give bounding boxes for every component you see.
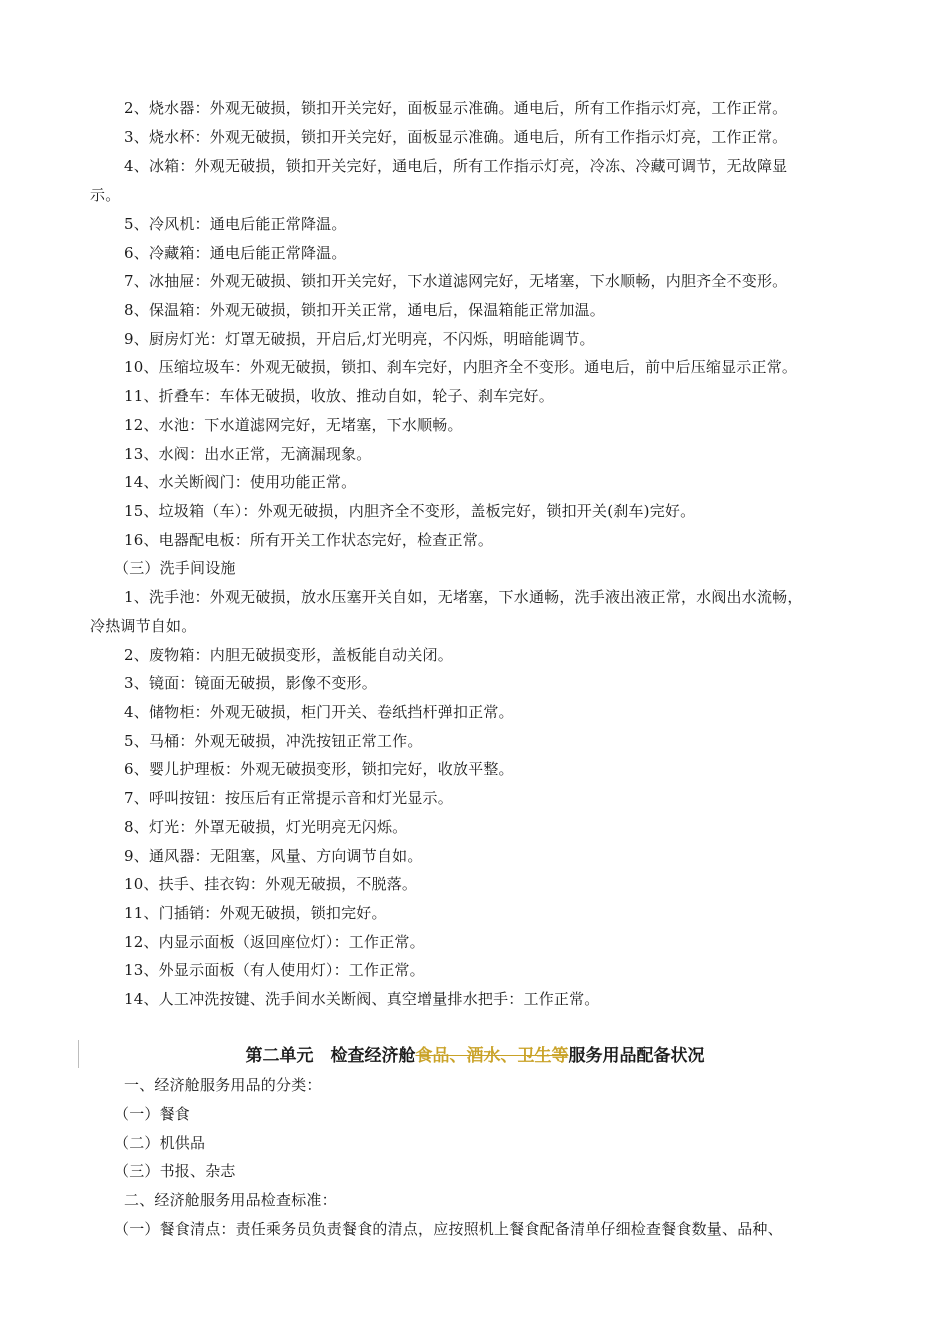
text-line: 15、垃圾箱（车）：外观无破损，内胆齐全不变形，盖板完好，锁扣开关(刹车)完好。 xyxy=(124,502,696,520)
unit-title xyxy=(0,1044,950,1068)
text-line: 二、经济舱服务用品检查标准： xyxy=(124,1191,337,1209)
text-line: 7、呼叫按钮：按压后有正常提示音和灯光显示。 xyxy=(124,789,453,807)
text-line: 5、冷风机：通电后能正常降温。 xyxy=(124,215,347,233)
text-line: 3、烧水杯：外观无破损，锁扣开关完好，面板显示准确。通电后，所有工作指示灯亮，工作正常。 xyxy=(124,128,788,146)
text-line: 10、压缩垃圾车：外观无破损，锁扣、刹车完好，内胆齐全不变形。通电后，前中后压缩显示正常。 xyxy=(124,358,798,376)
text-line: 12、内显示面板（返回座位灯）：工作正常。 xyxy=(124,933,425,951)
text-line: （一）餐食清点：责任乘务员负责餐食的清点，应按照机上餐食配备清单仔细检查餐食数量、品种、 xyxy=(114,1220,783,1238)
text-line: 示。 xyxy=(90,186,121,204)
text-line: 4、冰箱：外观无破损，锁扣开关完好，通电后，所有工作指示灯亮，冷冻、冷藏可调节，无故障显 xyxy=(124,157,788,175)
text-line: 8、灯光：外罩无破损，灯光明亮无闪烁。 xyxy=(124,818,408,836)
text-line: 14、人工冲洗按键、洗手间水关断阀、真空增量排水把手：工作正常。 xyxy=(124,990,600,1008)
unit-title-prefix: 第二单元 检查经济舱 xyxy=(245,1046,416,1066)
section-heading: （三）洗手间设施 xyxy=(114,559,236,577)
text-line: 9、厨房灯光：灯罩无破损，开启后,灯光明亮，不闪烁，明暗能调节。 xyxy=(124,330,595,348)
text-line: 2、废物箱：内胆无破损变形，盖板能自动关闭。 xyxy=(124,646,453,664)
text-line: 1、洗手池：外观无破损，放水压塞开关自如，无堵塞，下水通畅，洗手液出液正常，水阀出水流畅， xyxy=(124,588,803,606)
text-line: 冷热调节自如。 xyxy=(90,617,197,635)
text-line: 5、马桶：外观无破损，冲洗按钮正常工作。 xyxy=(124,732,423,750)
unit-title-suffix: 服务用品配备状况 xyxy=(568,1046,705,1066)
text-line: 10、扶手、挂衣钩：外观无破损，不脱落。 xyxy=(124,875,418,893)
text-line: 12、水池：下水道滤网完好，无堵塞，下水顺畅。 xyxy=(124,416,463,434)
text-line: （一）餐食 xyxy=(114,1105,191,1123)
text-line: 7、冰抽屉：外观无破损、锁扣开关完好，下水道滤网完好，无堵塞，下水顺畅，内胆齐全不变形。 xyxy=(124,272,788,290)
text-line: （三）书报、杂志 xyxy=(114,1162,236,1180)
text-line: 一、经济舱服务用品的分类： xyxy=(124,1076,322,1094)
text-line: 13、外显示面板（有人使用灯）：工作正常。 xyxy=(124,961,425,979)
text-line: 6、冷藏箱：通电后能正常降温。 xyxy=(124,244,347,262)
text-line: 11、门插销：外观无破损，锁扣完好。 xyxy=(124,904,387,922)
text-line: 11、折叠车：车体无破损，收放、推动自如，轮子、刹车完好。 xyxy=(124,387,554,405)
text-line: 8、保温箱：外观无破损，锁扣开关正常，通电后，保温箱能正常加温。 xyxy=(124,301,605,319)
text-line: 14、水关断阀门：使用功能正常。 xyxy=(124,473,357,491)
text-line: 13、水阀：出水正常，无滴漏现象。 xyxy=(124,445,372,463)
text-line: 4、储物柜：外观无破损，柜门开关、卷纸挡杆弹扣正常。 xyxy=(124,703,514,721)
text-line: 6、婴儿护理板：外观无破损变形，锁扣完好，收放平整。 xyxy=(124,760,514,778)
text-line: 9、通风器：无阻塞，风量、方向调节自如。 xyxy=(124,847,423,865)
text-line: 16、电器配电板：所有开关工作状态完好，检查正常。 xyxy=(124,531,494,549)
unit-title-struck-text: 食品、酒水、卫生等 xyxy=(415,1046,569,1066)
text-line: （二）机供品 xyxy=(114,1134,206,1152)
text-line: 3、镜面：镜面无破损，影像不变形。 xyxy=(124,674,377,692)
text-line: 2、烧水器：外观无破损，锁扣开关完好，面板显示准确。通电后，所有工作指示灯亮，工作正常。 xyxy=(124,99,788,117)
